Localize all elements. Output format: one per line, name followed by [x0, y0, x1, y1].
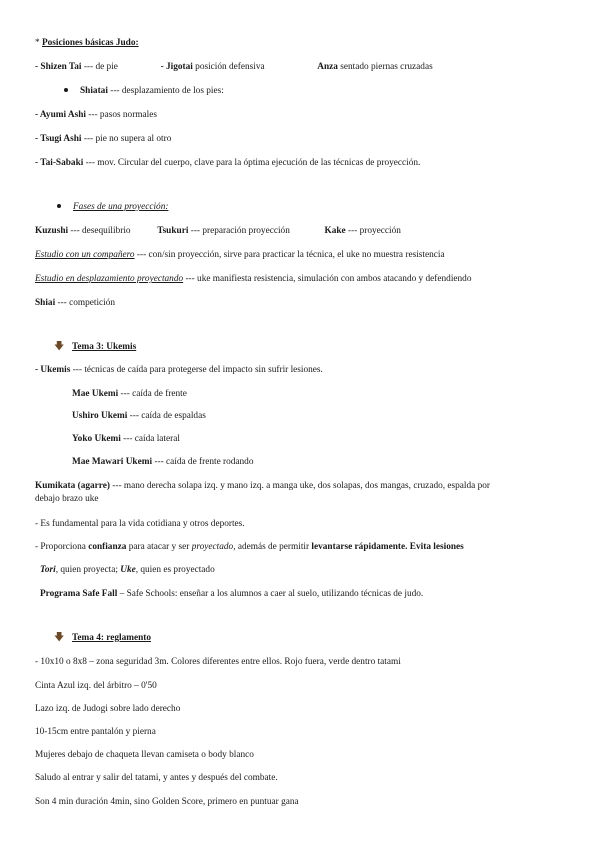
line-pantalon — [35, 726, 156, 738]
desc-kumikata: --- mano derecha solapa izq. y mano izq. a manga uke, dos solapas, dos mangas, cruzado, espalda por — [109, 481, 490, 491]
text-pre: - Proporciona — [35, 542, 89, 552]
line-shiatai — [64, 85, 224, 97]
line-ayumi-ashi — [35, 109, 157, 121]
line-safe-fall — [40, 588, 423, 600]
term-shiatai: Shiatai — [80, 86, 108, 96]
line-kumikata — [35, 480, 490, 492]
term-tsugi-ashi: - Tsugi Ashi — [35, 134, 82, 144]
desc-ushiro-ukemi: --- caída de espaldas — [127, 411, 206, 421]
desc-estudio-desplazamiento: --- uke manifiesta resistencia, simulación con ambos atacando y defendiendo — [183, 274, 472, 284]
arrow-down-icon: 🡇 — [54, 341, 65, 352]
line-duracion — [35, 796, 299, 808]
term-shiai: Shiai — [35, 298, 56, 308]
line-estudio-desplazamiento — [35, 273, 471, 285]
desc-kake: --- proyección — [345, 226, 401, 236]
text-confianza: confianza — [88, 542, 127, 552]
text-tori-desc: , quien proyecta; — [55, 565, 121, 575]
line-saludo — [35, 772, 278, 784]
line-yoko-ukemi — [72, 433, 180, 445]
term-ayumi-ashi: - Ayumi Ashi — [35, 110, 86, 120]
text-tori: Tori — [40, 565, 56, 575]
term-ukemis: - Ukemis — [35, 365, 71, 375]
term-estudio-desplazamiento: Estudio en desplazamiento proyectando — [35, 274, 184, 284]
line-cinta — [35, 680, 157, 692]
term-anza: Anza — [317, 62, 338, 72]
desc-yoko-ukemi: --- caída lateral — [120, 434, 180, 444]
term-kake: Kake — [324, 226, 346, 236]
desc-tsugi-ashi: --- pie no supera al otro — [81, 134, 172, 144]
text-uke-desc: , quien es proyectado — [135, 565, 215, 575]
line-kumikata-cont — [35, 493, 99, 505]
text-pantalon: 10-15cm entre pantalón y pierna — [35, 727, 156, 737]
term-mae-mawari-ukemi: Mae Mawari Ukemi — [72, 457, 153, 467]
heading-fases — [57, 201, 168, 213]
term-ushiro-ukemi: Ushiro Ukemi — [72, 411, 128, 421]
desc-shizen-tai: --- de pie — [81, 62, 118, 72]
text-safe-schools: – Safe Schools: enseñar a los alumnos a caer al suelo, utilizando técnicas de judo. — [117, 589, 424, 599]
line-posiciones — [35, 61, 433, 73]
text-cinta: Cinta Azul izq. del árbitro – 0'50 — [35, 681, 157, 691]
term-kuzushi: Kuzushi — [35, 226, 69, 236]
line-lazo — [35, 703, 180, 715]
text-levantarse: levantarse rápidamente. Evita lesiones — [311, 542, 464, 552]
line-estudio-companero — [35, 249, 445, 261]
line-mujeres — [35, 749, 254, 761]
text-mid1: para atacar y ser — [126, 542, 192, 552]
text-lazo: Lazo izq. de Judogi sobre lado derecho — [35, 704, 181, 714]
desc-mae-ukemi: --- caída de frente — [118, 389, 187, 399]
line-ushiro-ukemi — [72, 410, 206, 422]
desc-estudio-companero: --- con/sin proyección, sirve para practicar la técnica, el uke no muestra resistencia — [134, 250, 445, 260]
desc-anza: sentado piernas cruzadas — [337, 62, 433, 72]
heading-tema-3 — [54, 341, 136, 353]
desc-kumikata-cont: debajo brazo uke — [35, 494, 99, 504]
asterisk: * — [35, 38, 42, 48]
line-mae-ukemi — [72, 388, 187, 400]
desc-shiatai: --- desplazamiento de los pies: — [107, 86, 224, 96]
text-fundamental: - Es fundamental para la vida cotidiana y otros deportes. — [35, 519, 245, 529]
line-fases — [35, 225, 401, 237]
line-ukemis — [35, 364, 323, 376]
term-jigotai: - Jigotai — [160, 62, 193, 72]
heading-posiciones — [35, 37, 139, 49]
text-zona: - 10x10 o 8x8 – zona seguridad 3m. Colores diferentes entre ellos. Rojo fuera, verde dentro tatami — [35, 657, 401, 667]
section-title: Tema 3: Ukemis — [72, 342, 137, 352]
section-title: Posiciones básicas Judo: — [41, 38, 139, 48]
text-mid2: , además de permitir — [233, 542, 312, 552]
text-duracion: Son 4 min duración 4min, sino Golden Score, primero en puntuar gana — [35, 797, 299, 807]
text-programa-safe-fall: Programa Safe Fall — [40, 589, 118, 599]
text-mujeres: Mujeres debajo de chaqueta llevan camiseta o body blanco — [35, 750, 254, 760]
desc-ayumi-ashi: --- pasos normales — [85, 110, 157, 120]
term-tsukuri: Tsukuri — [157, 226, 189, 236]
term-tai-sabaki: - Tai-Sabaki — [35, 158, 84, 168]
line-shiai — [35, 297, 115, 309]
term-kumikata: Kumikata (agarre) — [35, 481, 110, 491]
desc-tai-sabaki: --- mov. Circular del cuerpo, clave para la óptima ejecución de las técnicas de proyección. — [83, 158, 421, 168]
line-fundamental — [35, 518, 245, 530]
section-title: Tema 4: reglamento — [72, 633, 152, 643]
bullet-icon — [57, 204, 61, 208]
desc-shiai: --- competición — [55, 298, 116, 308]
term-estudio-companero: Estudio con un compañero — [35, 250, 135, 260]
term-mae-ukemi: Mae Ukemi — [72, 389, 119, 399]
desc-ukemis: --- técnicas de caída para protegerse del impacto sin sufrir lesiones. — [70, 365, 323, 375]
line-confianza — [35, 541, 464, 553]
term-yoko-ukemi: Yoko Ukemi — [72, 434, 121, 444]
line-mae-mawari-ukemi — [72, 456, 253, 468]
desc-jigotai: posición defensiva — [192, 62, 265, 72]
section-title: Fases de una proyección: — [73, 202, 169, 212]
desc-tsukuri: --- preparación proyección — [188, 226, 290, 236]
line-tori-uke — [40, 564, 215, 576]
line-tsugi-ashi — [35, 133, 171, 145]
text-proyectado: proyectado — [191, 542, 234, 552]
text-saludo: Saludo al entrar y salir del tatami, y antes y después del combate. — [35, 773, 278, 783]
term-shizen-tai: - Shizen Tai — [35, 62, 82, 72]
line-zona — [35, 656, 401, 668]
desc-kuzushi: --- desequilibrio — [68, 226, 131, 236]
heading-tema-4 — [54, 632, 151, 644]
line-tai-sabaki — [35, 157, 420, 169]
desc-mae-mawari-ukemi: --- caída de frente rodando — [152, 457, 254, 467]
arrow-down-icon: 🡇 — [54, 632, 65, 643]
bullet-icon — [64, 88, 68, 92]
text-uke: Uke — [120, 565, 136, 575]
